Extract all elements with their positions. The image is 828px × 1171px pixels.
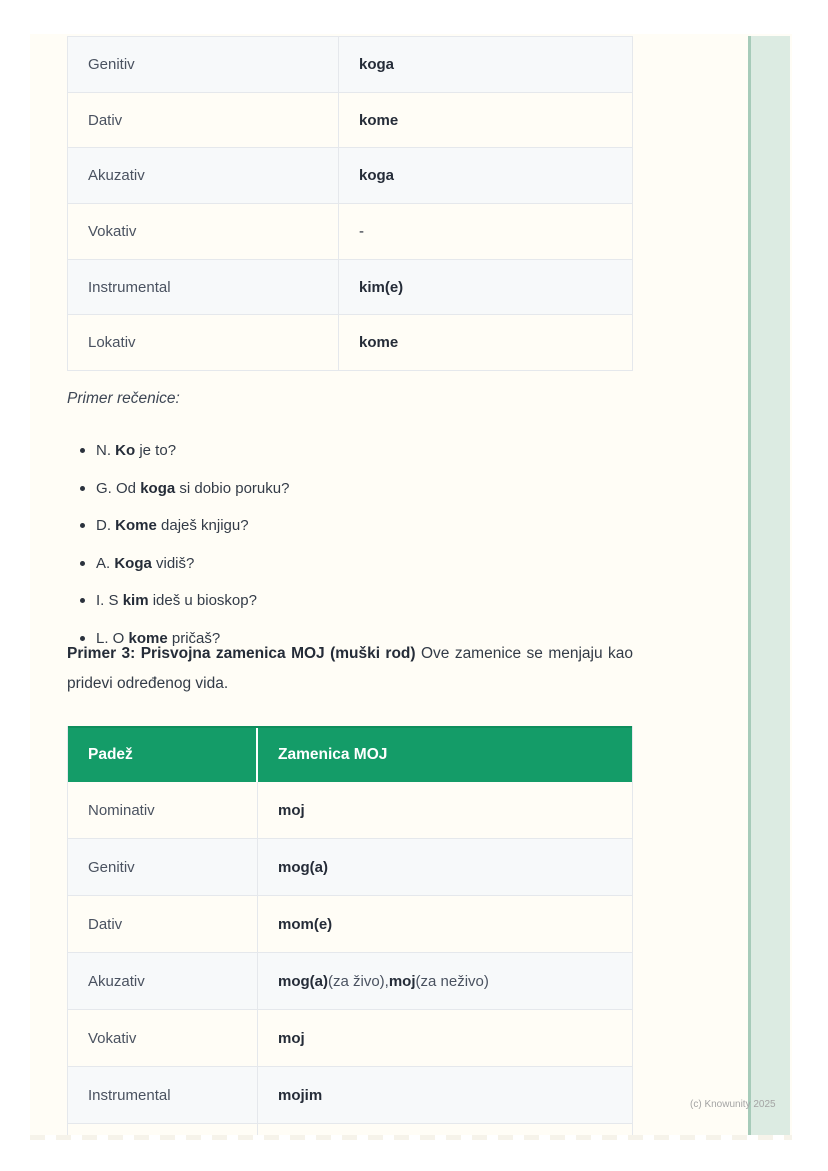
- value-cell: koga: [359, 167, 395, 185]
- value-cell: mog(a) (za živo), moj (za neživo): [278, 972, 489, 990]
- example-text: L. O kome pričaš?: [96, 629, 221, 647]
- example-sentence: [67, 582, 633, 620]
- table-row: [68, 37, 632, 93]
- table-row: [68, 839, 632, 896]
- header-cell-zamenica: Zamenica MOJ: [278, 746, 388, 763]
- examples-intro: Primer rečenice:: [67, 390, 180, 407]
- value-cell: -: [359, 222, 364, 240]
- table-header-row: [68, 726, 632, 782]
- table-row: [68, 953, 632, 1010]
- table-row: [68, 260, 632, 316]
- case-cell: Nominativ: [68, 782, 258, 838]
- example-sentence: [67, 432, 633, 470]
- primer3-paragraph: Primer 3: Prisvojna zamenica MOJ (muški rod) Ove zamenice se menjaju kao pridevi određenog vida.: [67, 645, 634, 692]
- case-cell: Instrumental: [68, 260, 339, 315]
- case-cell: Lokativ: [68, 315, 339, 370]
- case-cell: Vokativ: [68, 204, 339, 259]
- value-cell: [258, 1124, 632, 1135]
- bullet-icon: [80, 523, 85, 528]
- value-cell: moj: [278, 801, 305, 819]
- example-sentence-list: [67, 432, 633, 657]
- table-row: [68, 315, 632, 370]
- example-text: N. Ko je to?: [96, 442, 177, 460]
- value-cell: mojim: [278, 1086, 323, 1104]
- header-cell-padez: Padež: [68, 728, 258, 782]
- table-row: [68, 782, 632, 839]
- table-row: [68, 896, 632, 953]
- value-cell: mom(e): [278, 915, 333, 933]
- value-cell: moj: [278, 1029, 305, 1047]
- value-cell: kome: [359, 111, 399, 129]
- example-text: I. S kim ideš u bioskop?: [96, 592, 257, 610]
- example-sentence: [67, 470, 633, 508]
- case-cell: Genitiv: [68, 839, 258, 895]
- example-sentence: [67, 545, 633, 583]
- bullet-icon: [80, 561, 85, 566]
- case-cell: Akuzativ: [68, 148, 339, 203]
- case-cell: Akuzativ: [68, 953, 258, 1009]
- table-row: [68, 204, 632, 260]
- case-cell: [68, 1124, 258, 1135]
- case-cell: Dativ: [68, 896, 258, 952]
- bullet-icon: [80, 598, 85, 603]
- example-text: G. Od koga si dobio poruku?: [96, 479, 290, 497]
- page-cut-edge: [30, 1135, 792, 1140]
- case-cell: Vokativ: [68, 1010, 258, 1066]
- declension-table-moj: [67, 726, 633, 1135]
- table-row: [68, 93, 632, 149]
- value-cell: koga: [359, 55, 395, 73]
- table-row: [68, 1067, 632, 1124]
- table-row: [68, 1010, 632, 1067]
- table-row-cut: [68, 1124, 632, 1135]
- case-cell: Instrumental: [68, 1067, 258, 1123]
- bullet-icon: [80, 448, 85, 453]
- value-cell: kim(e): [359, 278, 404, 296]
- value-cell: mog(a): [278, 858, 328, 876]
- declension-table-ko: [67, 36, 633, 371]
- page-side-stripe: [748, 36, 790, 1135]
- value-cell: kome: [359, 334, 399, 352]
- case-cell: Genitiv: [68, 37, 339, 92]
- example-text: D. Kome daješ knjigu?: [96, 517, 249, 535]
- example-sentence: [67, 507, 633, 545]
- document-page: [30, 34, 792, 1135]
- knowunity-watermark: (c) Knowunity 2025: [690, 1099, 776, 1110]
- table-row: [68, 148, 632, 204]
- bullet-icon: [80, 486, 85, 491]
- example-text: A. Koga vidiš?: [96, 554, 195, 572]
- case-cell: Dativ: [68, 93, 339, 148]
